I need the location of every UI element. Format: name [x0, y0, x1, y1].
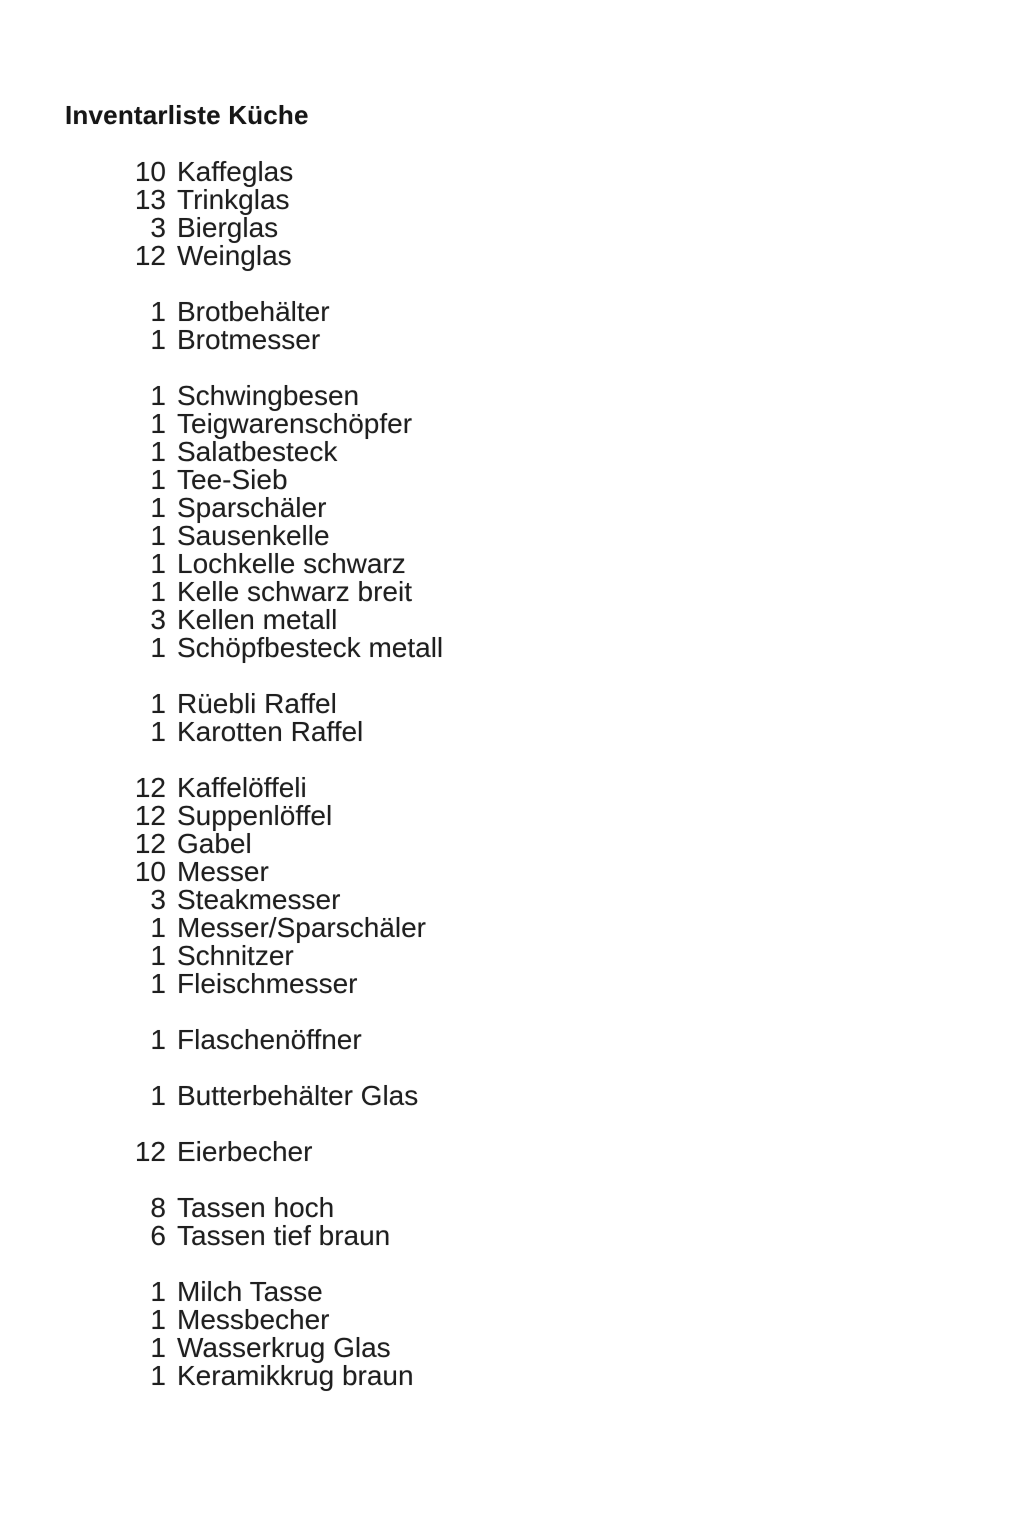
item-quantity: 1 — [150, 912, 166, 943]
inventory-row — [0, 522, 443, 550]
inventory-row — [0, 774, 443, 802]
inventory-group — [0, 1026, 443, 1054]
item-quantity: 10 — [134, 856, 166, 887]
item-name: Eierbecher — [177, 1136, 313, 1167]
item-quantity: 3 — [150, 212, 166, 243]
inventory-group — [0, 774, 443, 998]
item-quantity: 1 — [150, 296, 166, 327]
inventory-row — [0, 1278, 443, 1306]
inventory-row — [0, 942, 443, 970]
inventory-row — [0, 1306, 443, 1334]
inventory-group — [0, 382, 443, 662]
inventory-row — [0, 550, 443, 578]
item-name: Sausenkelle — [177, 520, 330, 551]
item-name: Salatbesteck — [177, 436, 338, 467]
inventory-row — [0, 718, 443, 746]
item-name: Trinkglas — [177, 184, 290, 215]
item-quantity: 1 — [150, 492, 166, 523]
item-name: Kellen metall — [177, 604, 338, 635]
inventory-list — [0, 158, 443, 1418]
inventory-row — [0, 242, 443, 270]
item-quantity: 1 — [150, 1024, 166, 1055]
inventory-row — [0, 1194, 443, 1222]
item-quantity: 1 — [150, 1332, 166, 1363]
inventory-row — [0, 690, 443, 718]
item-quantity: 1 — [150, 436, 166, 467]
inventory-row — [0, 298, 443, 326]
item-quantity: 12 — [134, 772, 166, 803]
inventory-row — [0, 1082, 443, 1110]
item-name: Suppenlöffel — [177, 800, 333, 831]
item-name: Flaschenöffner — [177, 1024, 362, 1055]
inventory-row — [0, 1362, 443, 1390]
item-quantity: 1 — [150, 464, 166, 495]
item-name: Kaffeglas — [177, 156, 294, 187]
page-title: Inventarliste Küche — [65, 100, 309, 130]
item-quantity: 1 — [150, 520, 166, 551]
inventory-row — [0, 858, 443, 886]
item-quantity: 1 — [150, 1360, 166, 1391]
item-name: Wasserkrug Glas — [177, 1332, 391, 1363]
item-quantity: 3 — [150, 884, 166, 915]
item-name: Brotbehälter — [177, 296, 330, 327]
inventory-row — [0, 466, 443, 494]
item-quantity: 1 — [150, 1080, 166, 1111]
item-name: Tassen hoch — [177, 1192, 335, 1223]
inventory-group — [0, 1194, 443, 1250]
inventory-row — [0, 886, 443, 914]
inventory-row — [0, 1026, 443, 1054]
item-name: Messer — [177, 856, 269, 887]
item-name: Sparschäler — [177, 492, 327, 523]
item-quantity: 1 — [150, 968, 166, 999]
inventory-row — [0, 914, 443, 942]
item-quantity: 13 — [134, 184, 166, 215]
item-name: Keramikkrug braun — [177, 1360, 414, 1391]
inventory-row — [0, 438, 443, 466]
item-quantity: 12 — [134, 828, 166, 859]
inventory-group — [0, 1138, 443, 1166]
inventory-row — [0, 970, 443, 998]
item-name: Teigwarenschöpfer — [177, 408, 413, 439]
item-name: Kelle schwarz breit — [177, 576, 412, 607]
inventory-row — [0, 410, 443, 438]
inventory-row — [0, 802, 443, 830]
inventory-group — [0, 690, 443, 746]
inventory-row — [0, 214, 443, 242]
inventory-group — [0, 1082, 443, 1110]
item-quantity: 1 — [150, 1276, 166, 1307]
inventory-row — [0, 158, 443, 186]
item-name: Schöpfbesteck metall — [177, 632, 444, 663]
item-quantity: 1 — [150, 1304, 166, 1335]
item-quantity: 6 — [150, 1220, 166, 1251]
item-quantity: 1 — [150, 576, 166, 607]
item-quantity: 12 — [134, 1136, 166, 1167]
item-name: Fleischmesser — [177, 968, 358, 999]
inventory-row — [0, 578, 443, 606]
item-quantity: 1 — [150, 548, 166, 579]
inventory-row — [0, 634, 443, 662]
item-quantity: 1 — [150, 940, 166, 971]
item-name: Weinglas — [177, 240, 292, 271]
item-quantity: 12 — [134, 240, 166, 271]
item-quantity: 1 — [150, 632, 166, 663]
item-quantity: 8 — [150, 1192, 166, 1223]
item-name: Schwingbesen — [177, 380, 360, 411]
inventory-group — [0, 1278, 443, 1390]
item-quantity: 1 — [150, 380, 166, 411]
inventory-group — [0, 298, 443, 354]
item-name: Bierglas — [177, 212, 279, 243]
inventory-group — [0, 158, 443, 270]
inventory-row — [0, 1222, 443, 1250]
item-name: Kaffelöffeli — [177, 772, 307, 803]
item-quantity: 3 — [150, 604, 166, 635]
inventory-row — [0, 494, 443, 522]
item-quantity: 1 — [150, 716, 166, 747]
item-quantity: 1 — [150, 688, 166, 719]
item-quantity: 12 — [134, 800, 166, 831]
item-name: Gabel — [177, 828, 252, 859]
inventory-row — [0, 186, 443, 214]
item-name: Milch Tasse — [177, 1276, 323, 1307]
item-name: Brotmesser — [177, 324, 321, 355]
item-name: Rüebli Raffel — [177, 688, 337, 719]
item-name: Messbecher — [177, 1304, 330, 1335]
item-name: Karotten Raffel — [177, 716, 364, 747]
item-name: Messer/Sparschäler — [177, 912, 426, 943]
inventory-row — [0, 1138, 443, 1166]
item-quantity: 1 — [150, 324, 166, 355]
item-name: Tee-Sieb — [177, 464, 288, 495]
inventory-row — [0, 326, 443, 354]
item-name: Steakmesser — [177, 884, 341, 915]
inventory-row — [0, 382, 443, 410]
item-name: Lochkelle schwarz — [177, 548, 406, 579]
item-name: Tassen tief braun — [177, 1220, 391, 1251]
item-quantity: 10 — [134, 156, 166, 187]
item-name: Butterbehälter Glas — [177, 1080, 419, 1111]
inventory-row — [0, 830, 443, 858]
inventory-row — [0, 1334, 443, 1362]
inventory-row — [0, 606, 443, 634]
item-quantity: 1 — [150, 408, 166, 439]
item-name: Schnitzer — [177, 940, 294, 971]
